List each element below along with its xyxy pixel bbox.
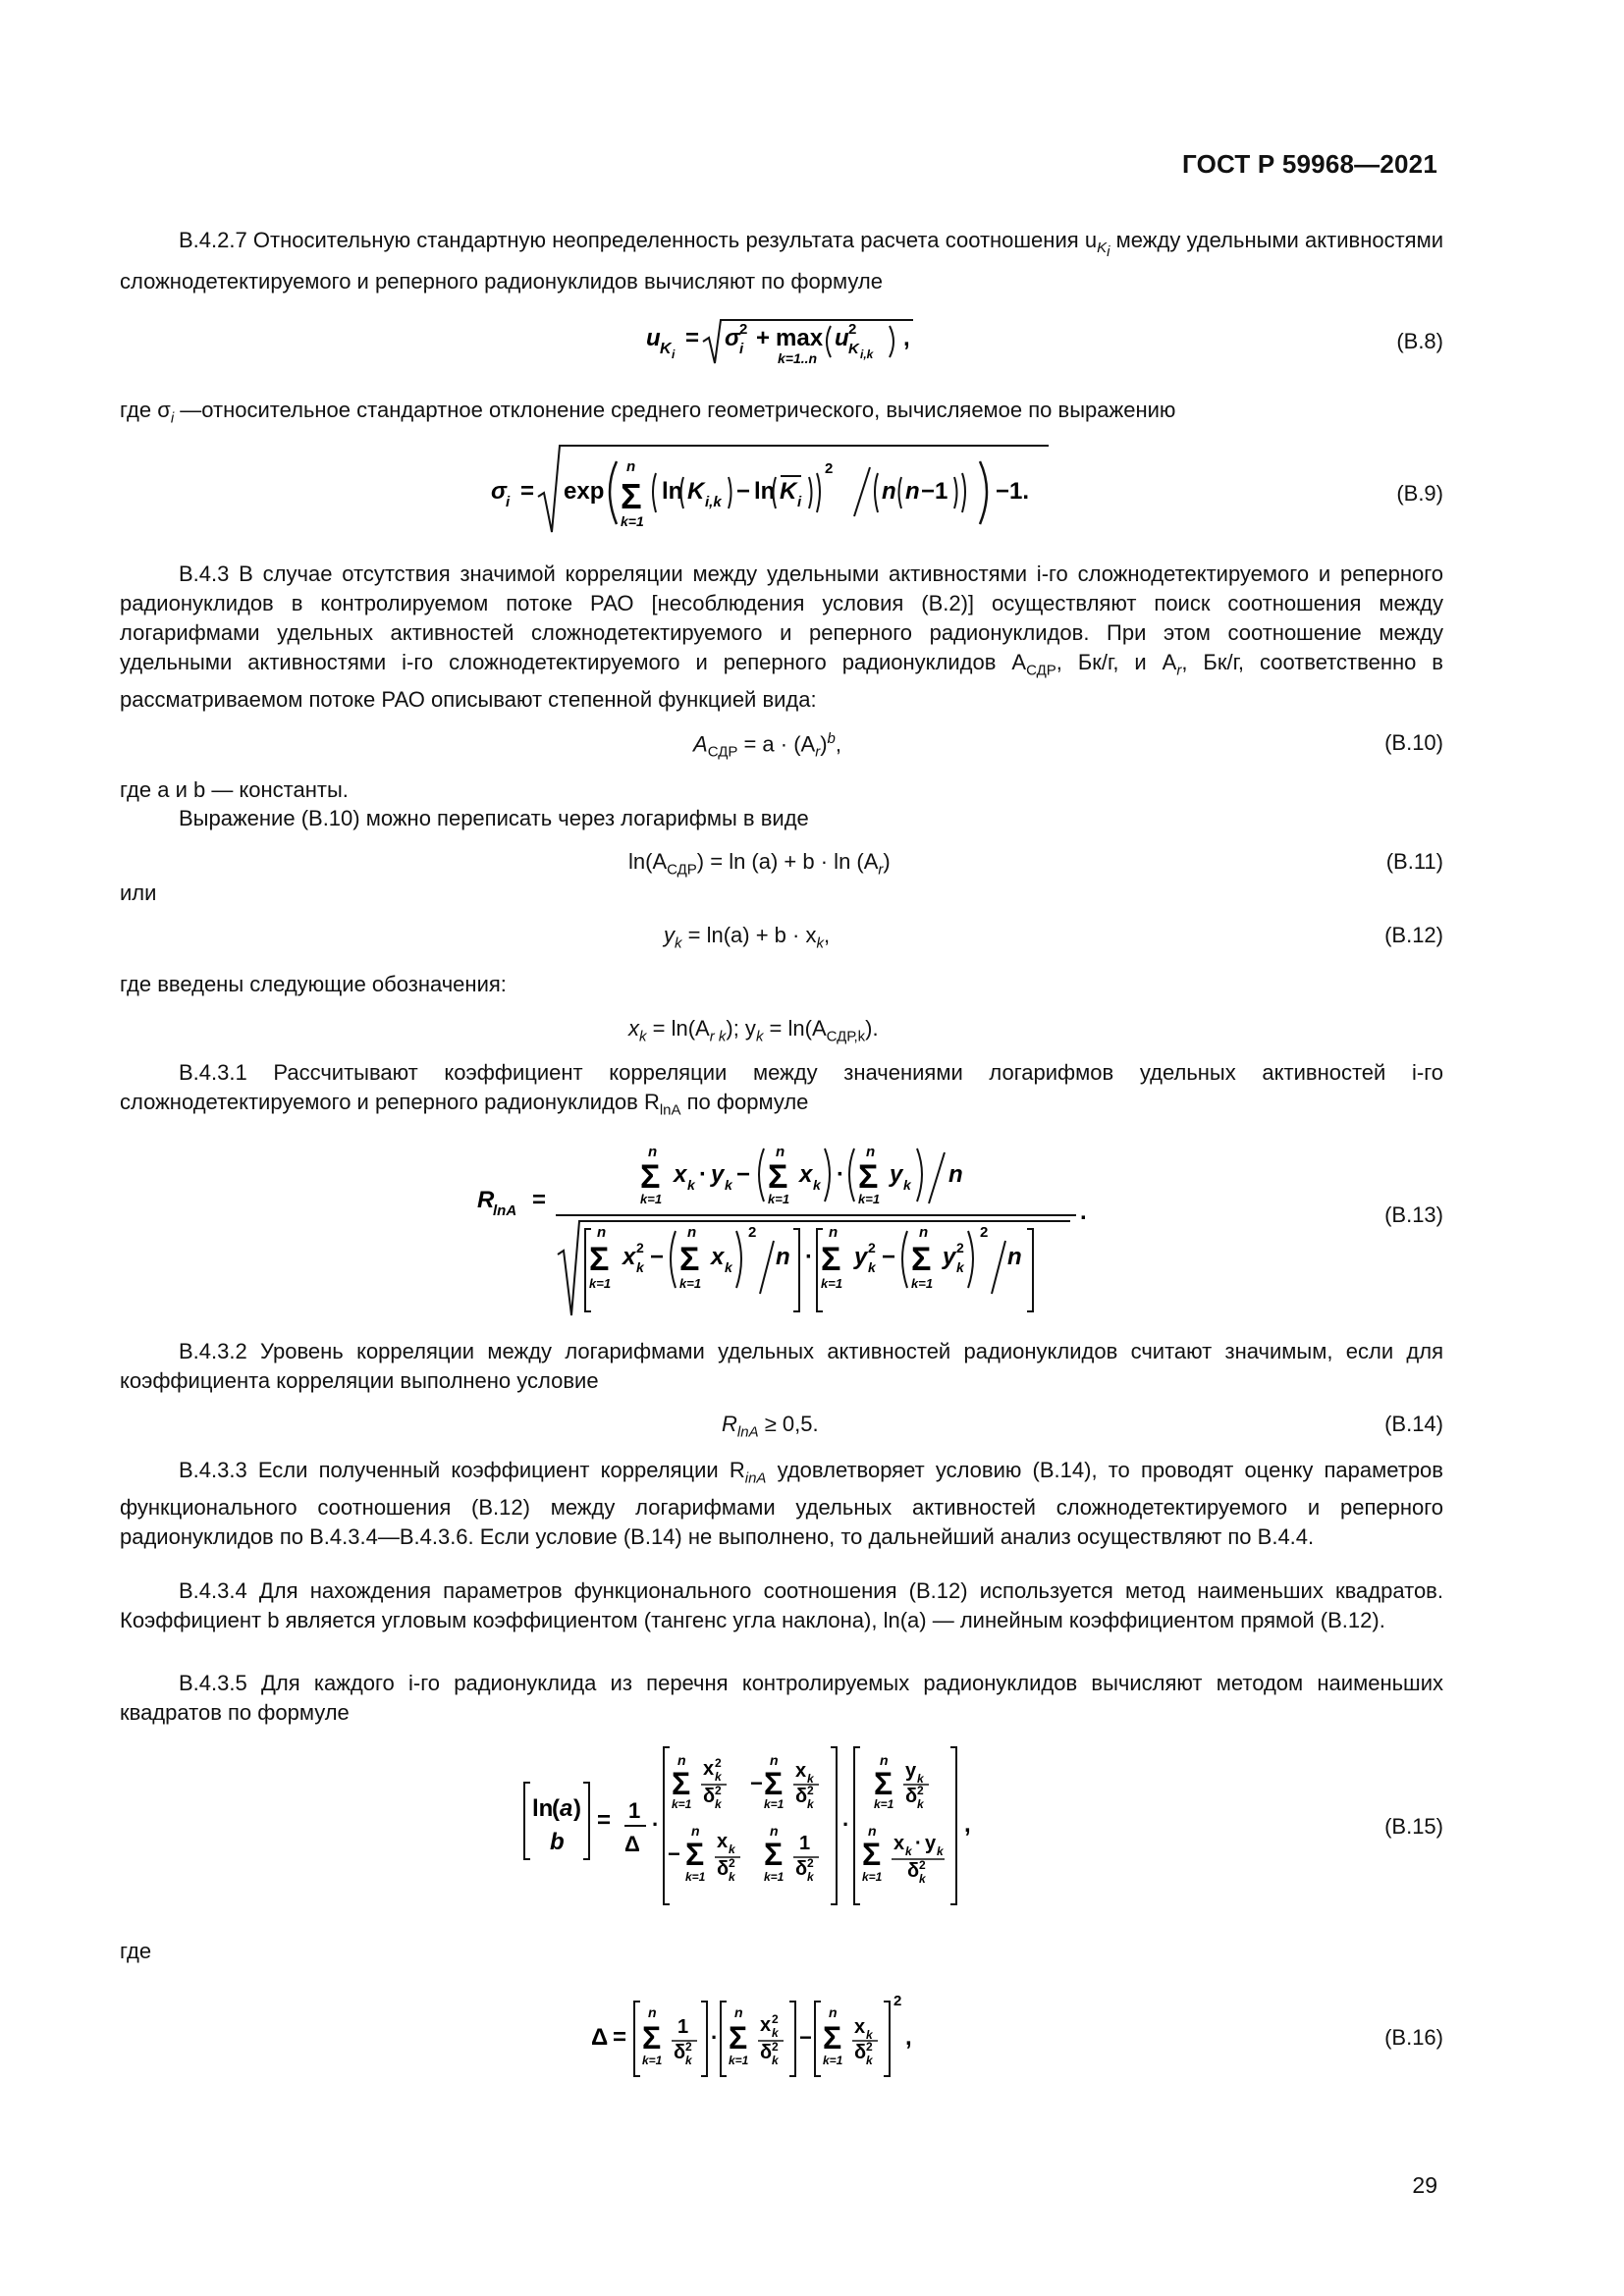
eq8-max-sub: k=1..n [778, 350, 818, 366]
svg-text:k: k [725, 1259, 732, 1275]
svg-text:ln: ln [532, 1795, 554, 1822]
eq8-equals: = [685, 325, 700, 351]
eq-number-b10: (В.10) [1384, 730, 1443, 755]
svg-text:Σ: Σ [911, 1241, 932, 1278]
svg-text:n: n [626, 458, 636, 475]
svg-text:Δ: Δ [591, 2024, 609, 2051]
svg-text:Σ: Σ [640, 1158, 661, 1196]
svg-text:x: x [674, 1161, 687, 1188]
equation-b10: $A_{СДР} = a \cdot (A_r)^b$, [693, 730, 842, 761]
svg-text:i: i [506, 494, 511, 510]
svg-text:,: , [964, 1811, 971, 1838]
svg-text:y: y [905, 1760, 917, 1782]
eq8-sigma: σ [725, 325, 740, 351]
svg-text:2: 2 [956, 1240, 964, 1255]
eq8-plus: + [756, 325, 771, 351]
svg-text:1: 1 [628, 1798, 641, 1823]
eq8-u-sup: 2 [848, 321, 857, 338]
svg-text:·: · [699, 1161, 707, 1188]
svg-text:x: x [623, 1244, 636, 1270]
svg-text:k: k [772, 2026, 779, 2040]
svg-text:n: n [919, 1224, 929, 1241]
svg-text:): ) [573, 1795, 581, 1822]
svg-text:·: · [652, 1812, 660, 1837]
equation-b15 [520, 1737, 1051, 1914]
svg-text:y: y [854, 1244, 868, 1270]
svg-text:n: n [882, 478, 896, 505]
svg-text:δ: δ [703, 1786, 716, 1807]
svg-text:−: − [736, 478, 751, 505]
svg-text:k: k [807, 1797, 814, 1811]
svg-text:k: k [685, 2054, 692, 2067]
paragraph-constants: где a и b — константы. [120, 777, 349, 802]
doc-code-header: ГОСТ Р 59968—2021 [1182, 149, 1437, 179]
svg-text:n: n [691, 1823, 700, 1839]
svg-text:·: · [805, 1244, 813, 1270]
svg-text:.: . [1080, 1199, 1087, 1225]
eq8-max: max [776, 325, 824, 351]
eq-number-b9: (В.9) [1396, 481, 1443, 506]
svg-text:2: 2 [715, 1756, 722, 1770]
paragraph-where: где [120, 1939, 152, 1963]
svg-text:y: y [925, 1833, 937, 1854]
equation-b16 [587, 1988, 1000, 2086]
svg-text:Δ: Δ [624, 1832, 640, 1856]
svg-text:y: y [711, 1161, 725, 1188]
svg-text:k: k [687, 1177, 695, 1193]
svg-text:−: − [750, 1771, 763, 1795]
svg-text:−: − [882, 1244, 896, 1270]
svg-text:n: n [905, 478, 920, 505]
svg-text:2: 2 [807, 1784, 814, 1797]
svg-text:·: · [837, 1161, 844, 1188]
eq8-tail: , [903, 325, 910, 351]
svg-text:−1.: −1. [996, 478, 1030, 505]
paragraph-b427: В.4.2.7 Относительную стандартную неопределенность результата расчета соотношения $u_{K_i}$ между удельными активностями сложнодетектируемого и реперного радионуклидов вычисляют по формуле [120, 228, 1443, 294]
svg-text:δ: δ [795, 1786, 808, 1807]
svg-text:Σ: Σ [589, 1241, 610, 1278]
svg-text:·: · [842, 1812, 850, 1837]
svg-text:y: y [943, 1244, 956, 1270]
svg-text:Σ: Σ [672, 1766, 691, 1801]
svg-text:k: k [956, 1259, 964, 1275]
svg-text:lnA: lnA [493, 1202, 517, 1219]
svg-text:k=1: k=1 [589, 1276, 612, 1291]
svg-text:ln: ln [754, 478, 776, 505]
svg-text:k: k [729, 1870, 735, 1884]
svg-text:k=1: k=1 [768, 1192, 790, 1206]
eq-number-b13: (В.13) [1384, 1202, 1443, 1227]
svg-text:x: x [799, 1161, 813, 1188]
svg-text:n: n [776, 1244, 790, 1270]
svg-text:k=1: k=1 [729, 2054, 749, 2067]
svg-text:2: 2 [685, 2040, 692, 2054]
svg-text:k: k [866, 2028, 873, 2042]
svg-text:x: x [854, 2016, 866, 2038]
equation-b12: $y_k = \ln(a) + b \cdot x_k$, [664, 923, 831, 952]
page-number: 29 [1412, 2172, 1437, 2198]
svg-text:exp: exp [564, 478, 605, 505]
svg-text:2: 2 [807, 1856, 814, 1870]
svg-text:Σ: Σ [685, 1837, 705, 1872]
svg-text:k: k [807, 1870, 814, 1884]
svg-text:i,k: i,k [705, 494, 722, 510]
svg-text:2: 2 [917, 1784, 924, 1797]
eq8-lhs-subsub: i [672, 347, 676, 361]
svg-text:k: k [715, 1770, 722, 1784]
svg-text:a: a [560, 1795, 573, 1822]
svg-text:k=1: k=1 [764, 1797, 785, 1811]
svg-text:n: n [770, 1752, 779, 1768]
svg-text:k: k [807, 1772, 814, 1786]
paragraph-b435: В.4.3.5 Для каждого i-го радионуклида из перечня контролируемых радионуклидов вычисляют методом наименьших квадратов по формуле [120, 1671, 1443, 1725]
eq-number-b8: (В.8) [1396, 329, 1443, 353]
svg-text:n: n [776, 1144, 785, 1160]
svg-text:·: · [915, 1833, 922, 1854]
svg-text:2: 2 [748, 1224, 757, 1241]
svg-text:R: R [477, 1187, 495, 1213]
svg-text:k=1: k=1 [862, 1870, 883, 1884]
svg-text:Σ: Σ [729, 2020, 748, 2056]
svg-text:−: − [799, 2025, 812, 2050]
eq8-sigma-sup: 2 [739, 321, 748, 338]
svg-text:n: n [868, 1823, 877, 1839]
svg-text:−1: −1 [921, 478, 948, 505]
svg-text:k=1: k=1 [764, 1870, 785, 1884]
equation-b8 [628, 312, 943, 381]
svg-text:n: n [948, 1161, 963, 1188]
equation-b13 [477, 1139, 1106, 1325]
svg-text:=: = [532, 1187, 547, 1213]
svg-text:2: 2 [866, 2040, 873, 2054]
svg-text:x: x [703, 1758, 715, 1780]
svg-text:k=1: k=1 [911, 1276, 934, 1291]
svg-text:−: − [668, 1842, 680, 1866]
svg-text:1: 1 [677, 2016, 689, 2038]
svg-text:k=1: k=1 [874, 1797, 894, 1811]
svg-text:k=1: k=1 [858, 1192, 881, 1206]
svg-text:K: K [687, 478, 705, 505]
eq8-lhs: u [646, 325, 661, 351]
svg-text:δ: δ [905, 1786, 918, 1807]
svg-text:k: k [772, 2054, 779, 2067]
equation-b9 [489, 440, 1078, 538]
svg-text:2: 2 [893, 1993, 902, 2009]
svg-text:n: n [866, 1144, 876, 1160]
svg-text:Σ: Σ [821, 1241, 841, 1278]
svg-text:k=1: k=1 [821, 1276, 843, 1291]
svg-text:n: n [734, 2004, 743, 2020]
svg-text:b: b [550, 1829, 565, 1855]
svg-text:k=1: k=1 [621, 513, 644, 529]
svg-text:k: k [903, 1177, 911, 1193]
svg-text:σ: σ [491, 478, 507, 505]
svg-text:n: n [597, 1224, 607, 1241]
paragraph-b434: В.4.3.4 Для нахождения параметров функционального соотношения (В.12) используется метод наименьших квадратов. Коэффициент b является угловым коэффициентом (тангенс угла наклона), ln(a) — линейным коэффициентом прямой (В.12). [120, 1578, 1443, 1632]
svg-text:k: k [813, 1177, 821, 1193]
paragraph-rewrite: Выражение (В.10) можно переписать через логарифмы в виде [179, 806, 809, 830]
svg-text:2: 2 [980, 1224, 989, 1241]
svg-text:(: ( [552, 1795, 560, 1822]
svg-text:Σ: Σ [621, 476, 642, 516]
svg-text:δ: δ [795, 1858, 808, 1880]
svg-text:=: = [520, 478, 535, 505]
svg-text:=: = [613, 2024, 627, 2051]
svg-text:Σ: Σ [858, 1158, 879, 1196]
svg-text:Σ: Σ [862, 1837, 882, 1872]
svg-text:k: k [917, 1797, 924, 1811]
equation-b14: $R_{lnA} \ge 0,5$. [722, 1412, 819, 1441]
svg-text:k: k [917, 1772, 924, 1786]
eq8-u: u [835, 325, 849, 351]
eq8-u-subsub: i,k [860, 347, 874, 361]
svg-text:k=1: k=1 [672, 1797, 692, 1811]
svg-text:n: n [687, 1224, 697, 1241]
svg-text:δ: δ [854, 2042, 867, 2063]
eq-number-b11: (В.11) [1385, 849, 1443, 874]
svg-text:n: n [1007, 1244, 1022, 1270]
svg-text:x: x [893, 1833, 905, 1854]
svg-text:k=1: k=1 [679, 1276, 702, 1291]
svg-text:2: 2 [772, 2040, 779, 2054]
equation-notation: $x_k = \ln(A_{r k})$; $y_k = \ln(A_{СДР,k})$. [628, 1016, 879, 1045]
svg-text:k=1: k=1 [640, 1192, 663, 1206]
eq8-u-sub: K [848, 341, 859, 357]
svg-text:k: k [715, 1797, 722, 1811]
svg-text:k=1: k=1 [642, 2054, 663, 2067]
svg-text:Σ: Σ [823, 2020, 842, 2056]
svg-text:2: 2 [825, 460, 834, 477]
eq-number-b15: (В.15) [1384, 1814, 1443, 1839]
svg-text:2: 2 [772, 2012, 779, 2026]
svg-text:n: n [829, 1224, 839, 1241]
svg-text:−: − [736, 1161, 751, 1188]
svg-text:n: n [880, 1752, 889, 1768]
svg-text:k: k [919, 1872, 926, 1886]
svg-text:k: k [636, 1259, 644, 1275]
svg-text:2: 2 [636, 1240, 644, 1255]
svg-text:1: 1 [799, 1833, 811, 1854]
paragraph-b432: В.4.3.2 Уровень корреляции между логарифмами удельных активностей радионуклидов считают значимым, если для коэффициента корреляции выполнено условие [120, 1339, 1443, 1393]
paragraph-b43: В.4.3 В случае отсутствия значимой корреляции между удельными активностями i-го сложнодетектируемого и реперного радионуклидов в контролируемом потоке РАО [несоблюдения условия (В.2)] осуществляют поиск соотношения между логарифмами удельных активностей сложнодетектируемого и реперного радионуклидов. При этом соотношение между удельными активностями i-го сложнодетектируемого и реперного радионуклидов $A_{СДР}$, Бк/г, и $A_r$, Бк/г, соответственно в рассматриваемом потоке РАО описывают степенной функцией вида: [120, 561, 1443, 713]
svg-text:Σ: Σ [642, 2020, 662, 2056]
paragraph-b433: В.4.3.3 Если полученный коэффициент корреляции $R_{inA}$ удовлетворяет условию (В.14), то проводят оценку параметров функционального соотношения (В.12) между логарифмами удельных активностей сложнодетектируемого и реперного радионуклидов по В.4.3.4—В.4.3.6. Если условие (В.14) не выполнено, то дальнейший анализ осуществляют по В.4.4. [120, 1458, 1443, 1550]
paragraph-or: или [120, 881, 157, 905]
svg-text:=: = [597, 1807, 612, 1834]
svg-text:2: 2 [715, 1784, 722, 1797]
svg-text:Σ: Σ [764, 1837, 784, 1872]
eq-number-b16: (В.16) [1384, 2025, 1443, 2050]
svg-text:n: n [648, 1144, 658, 1160]
svg-text:·: · [711, 2025, 719, 2050]
svg-text:k=1: k=1 [823, 2054, 843, 2067]
svg-text:ln: ln [662, 478, 683, 505]
svg-text:n: n [770, 1823, 779, 1839]
paragraph-sigma-def: где $\sigma_i$ —относительное стандартное отклонение среднего геометрического, вычисляемое по выражению [120, 398, 1176, 427]
svg-text:n: n [829, 2004, 838, 2020]
eq8-lhs-sub: K [660, 341, 672, 357]
svg-text:2: 2 [919, 1858, 926, 1872]
svg-text:n: n [648, 2004, 657, 2020]
svg-text:k: k [937, 1844, 944, 1858]
svg-text:x: x [717, 1831, 729, 1852]
svg-text:Σ: Σ [764, 1766, 784, 1801]
svg-text:k: k [729, 1842, 735, 1856]
svg-text:K: K [780, 478, 797, 505]
paragraph-b431: В.4.3.1 Рассчитывают коэффициент корреляции между значениями логарифмов удельных активностей i-го сложнодетектируемого и реперного радионуклидов $R_{lnA}$ по формуле [120, 1060, 1443, 1119]
svg-text:2: 2 [868, 1240, 876, 1255]
svg-text:k: k [725, 1177, 732, 1193]
svg-text:Σ: Σ [768, 1158, 788, 1196]
svg-text:x: x [711, 1244, 725, 1270]
svg-text:Σ: Σ [679, 1241, 700, 1278]
eq-number-b12: (В.12) [1384, 923, 1443, 947]
svg-text:k: k [866, 2054, 873, 2067]
paragraph-notation: где введены следующие обозначения: [120, 972, 507, 996]
svg-text:δ: δ [674, 2042, 686, 2063]
svg-text:δ: δ [760, 2042, 773, 2063]
svg-text:x: x [760, 2014, 772, 2036]
eq8-sigma-sub: i [739, 341, 744, 357]
svg-text:x: x [795, 1760, 807, 1782]
eq-number-b14: (В.14) [1384, 1412, 1443, 1436]
svg-text:,: , [905, 2024, 912, 2051]
svg-text:−: − [650, 1244, 665, 1270]
svg-text:k: k [868, 1259, 876, 1275]
svg-text:k=1: k=1 [685, 1870, 706, 1884]
svg-text:n: n [677, 1752, 686, 1768]
svg-text:δ: δ [907, 1860, 920, 1882]
svg-text:i: i [797, 494, 802, 510]
svg-text:Σ: Σ [874, 1766, 893, 1801]
svg-text:2: 2 [729, 1856, 735, 1870]
svg-text:y: y [890, 1161, 903, 1188]
equation-b11: $\ln(A_{СДР}) = \ln (a) + b \cdot \ln (A_r)$ [628, 849, 891, 879]
svg-text:k: k [905, 1844, 912, 1858]
svg-text:δ: δ [717, 1858, 730, 1880]
